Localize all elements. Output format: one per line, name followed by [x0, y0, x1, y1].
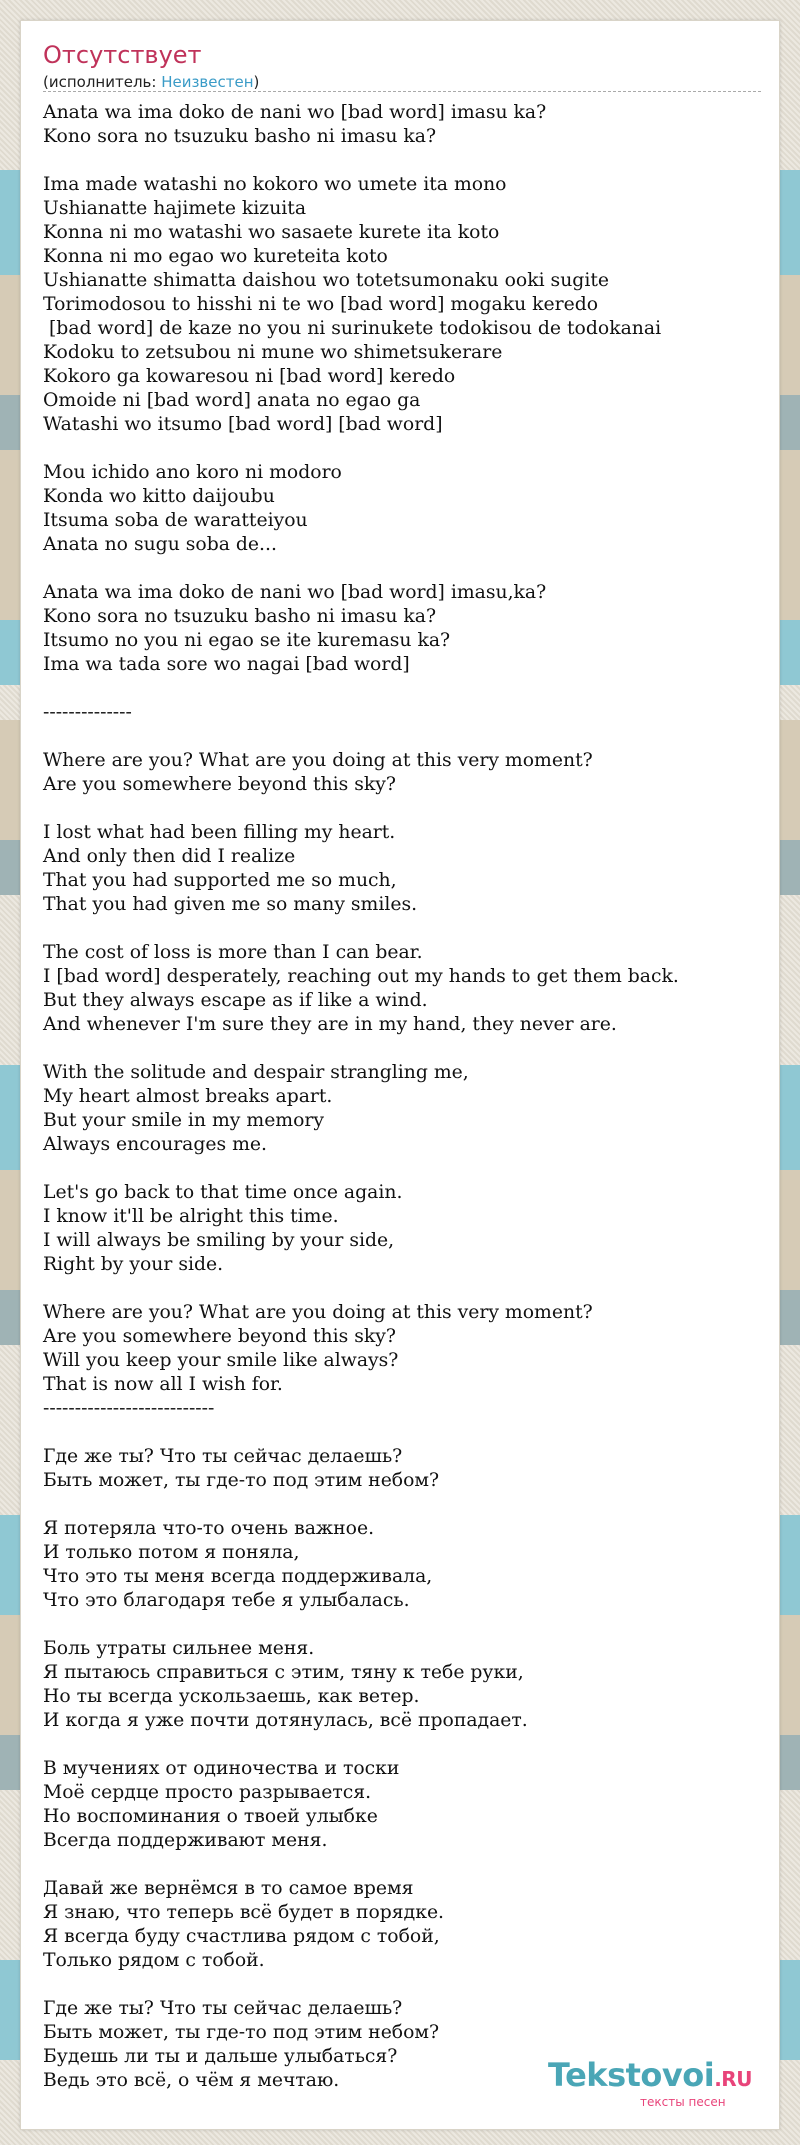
- lyric-line: But your smile in my memory: [43, 1110, 325, 1131]
- lyric-line: Will you keep your smile like always?: [43, 1350, 399, 1371]
- lyric-line: Боль утраты сильнее меня.: [43, 1638, 315, 1659]
- lyric-line: Mou ichido ano koro ni modoro: [43, 462, 342, 483]
- lyrics-card: [20, 20, 780, 2130]
- artist-line: [43, 73, 259, 91]
- lyric-line: ---------------------------: [43, 1398, 215, 1419]
- lyric-line: I [bad word] desperately, reaching out my hands to get them back.: [43, 966, 679, 987]
- lyric-line: [bad word] de kaze no you ni surinukete todokisou de todokanai: [43, 318, 662, 339]
- lyric-line: That you had supported me so much,: [43, 870, 397, 891]
- lyric-line: [43, 1973, 763, 1997]
- lyric-line: Are you somewhere beyond this sky?: [43, 774, 396, 795]
- lyric-line: Kodoku to zetsubou ni mune wo shimetsukerare: [43, 342, 503, 363]
- lyric-line: [43, 1157, 763, 1181]
- lyric-line: [43, 917, 763, 941]
- lyric-line: I lost what had been filling my heart.: [43, 822, 396, 843]
- lyric-line: Kono sora no tsuzuku basho ni imasu ka?: [43, 126, 437, 147]
- lyric-line: [43, 557, 763, 581]
- lyric-line: Omoide ni [bad word] anata no egao ga: [43, 390, 421, 411]
- lyric-line: Always encourages me.: [43, 1134, 268, 1155]
- lyric-line: With the solitude and despair strangling me,: [43, 1062, 469, 1083]
- lyric-line: [43, 1853, 763, 1877]
- lyric-line: I will always be smiling by your side,: [43, 1230, 395, 1251]
- lyric-line: Are you somewhere beyond this sky?: [43, 1326, 396, 1347]
- lyric-line: That you had given me so many smiles.: [43, 894, 418, 915]
- lyric-line: [43, 725, 763, 749]
- lyric-line: Torimodosou to hisshi ni te wo [bad word] mogaku keredo: [43, 294, 599, 315]
- artist-suffix: ): [253, 73, 260, 91]
- lyric-line: В мучениях от одиночества и тоски: [43, 1758, 400, 1779]
- logo-tld: .RU: [714, 2067, 752, 2091]
- lyric-line: [43, 1037, 763, 1061]
- lyric-line: [43, 1421, 763, 1445]
- lyric-line: [43, 1277, 763, 1301]
- lyric-line: Konna ni mo egao wo kureteita koto: [43, 246, 388, 267]
- lyric-line: Anata no sugu soba de...: [43, 534, 277, 555]
- lyric-line: Kokoro ga kowaresou ni [bad word] keredo: [43, 366, 456, 387]
- lyric-line: Быть может, ты где-то под этим небом?: [43, 2022, 440, 2043]
- title-divider: [43, 91, 761, 92]
- lyric-line: Kono sora no tsuzuku basho ni imasu ka?: [43, 606, 437, 627]
- lyric-line: [43, 1493, 763, 1517]
- lyric-line: And whenever I'm sure they are in my hand, they never are.: [43, 1014, 617, 1035]
- lyric-line: Я потеряла что-то очень важное.: [43, 1518, 375, 1539]
- lyric-line: Будешь ли ты и дальше улыбаться?: [43, 2046, 398, 2067]
- lyric-line: --------------: [43, 702, 132, 723]
- lyrics-text: [43, 101, 763, 2093]
- lyric-line: Where are you? What are you doing at this very moment?: [43, 750, 593, 771]
- lyric-line: Давай же вернёмся в то самое время: [43, 1878, 414, 1899]
- artist-prefix: (исполнитель:: [43, 73, 162, 91]
- lyric-line: Right by your side.: [43, 1254, 224, 1275]
- lyric-line: The cost of loss is more than I can bear.: [43, 942, 423, 963]
- lyric-line: Konda wo kitto daijoubu: [43, 486, 275, 507]
- lyric-line: Ushianatte hajimete kizuita: [43, 198, 307, 219]
- lyric-line: Watashi wo itsumo [bad word] [bad word]: [43, 414, 443, 435]
- lyric-line: [43, 1613, 763, 1637]
- lyric-line: And only then did I realize: [43, 846, 296, 867]
- lyric-line: Только рядом с тобой.: [43, 1950, 265, 1971]
- lyric-line: Anata wa ima doko de nani wo [bad word] imasu,ka?: [43, 582, 547, 603]
- lyric-line: Itsumo no you ni egao se ite kuremasu ka?: [43, 630, 451, 651]
- lyric-line: Я пытаюсь справиться с этим, тяну к тебе руки,: [43, 1662, 524, 1683]
- lyric-line: Ushianatte shimatta daishou wo totetsumonaku ooki sugite: [43, 270, 609, 291]
- lyric-line: Всегда поддерживают меня.: [43, 1830, 328, 1851]
- lyric-line: Что это благодаря тебе я улыбалась.: [43, 1590, 410, 1611]
- lyric-line: Что это ты меня всегда поддерживала,: [43, 1566, 433, 1587]
- site-logo[interactable]: [548, 2056, 752, 2094]
- lyric-line: И когда я уже почти дотянулась, всё пропадает.: [43, 1710, 528, 1731]
- artist-link[interactable]: Неизвестен: [161, 73, 254, 91]
- lyric-line: Where are you? What are you doing at this very moment?: [43, 1302, 593, 1323]
- logo-main: Tekstovoi: [548, 2056, 715, 2094]
- lyric-line: Ima wa tada sore wo nagai [bad word]: [43, 654, 410, 675]
- lyric-line: My heart almost breaks apart.: [43, 1086, 333, 1107]
- lyric-line: Но воспоминания о твоей улыбке: [43, 1806, 378, 1827]
- lyric-line: Быть может, ты где-то под этим небом?: [43, 1470, 440, 1491]
- lyric-line: Но ты всегда ускользаешь, как ветер.: [43, 1686, 420, 1707]
- lyric-line: Konna ni mo watashi wo sasaete kurete ita koto: [43, 222, 500, 243]
- logo-tagline: тексты песен: [640, 2095, 726, 2109]
- lyric-line: Ведь это всё, о чём я мечтаю.: [43, 2070, 340, 2091]
- lyric-line: Моё сердце просто разрывается.: [43, 1782, 372, 1803]
- lyric-line: Я знаю, что теперь всё будет в порядке.: [43, 1902, 445, 1923]
- lyric-line: Itsuma soba de waratteiyou: [43, 510, 308, 531]
- lyric-line: Где же ты? Что ты сейчас делаешь?: [43, 1446, 403, 1467]
- lyric-line: И только потом я поняла,: [43, 1542, 300, 1563]
- lyric-line: I know it'll be alright this time.: [43, 1206, 339, 1227]
- lyric-line: [43, 1733, 763, 1757]
- lyric-line: Я всегда буду счастлива рядом с тобой,: [43, 1926, 440, 1947]
- lyric-line: [43, 437, 763, 461]
- song-title: Отсутствует: [43, 41, 202, 69]
- lyric-line: [43, 797, 763, 821]
- lyric-line: [43, 149, 763, 173]
- lyric-line: Anata wa ima doko de nani wo [bad word] imasu ka?: [43, 102, 547, 123]
- lyric-line: [43, 677, 763, 701]
- lyric-line: But they always escape as if like a wind.: [43, 990, 428, 1011]
- lyric-line: Ima made watashi no kokoro wo umete ita mono: [43, 174, 507, 195]
- lyric-line: Let's go back to that time once again.: [43, 1182, 403, 1203]
- lyric-line: Где же ты? Что ты сейчас делаешь?: [43, 1998, 403, 2019]
- lyric-line: That is now all I wish for.: [43, 1374, 283, 1395]
